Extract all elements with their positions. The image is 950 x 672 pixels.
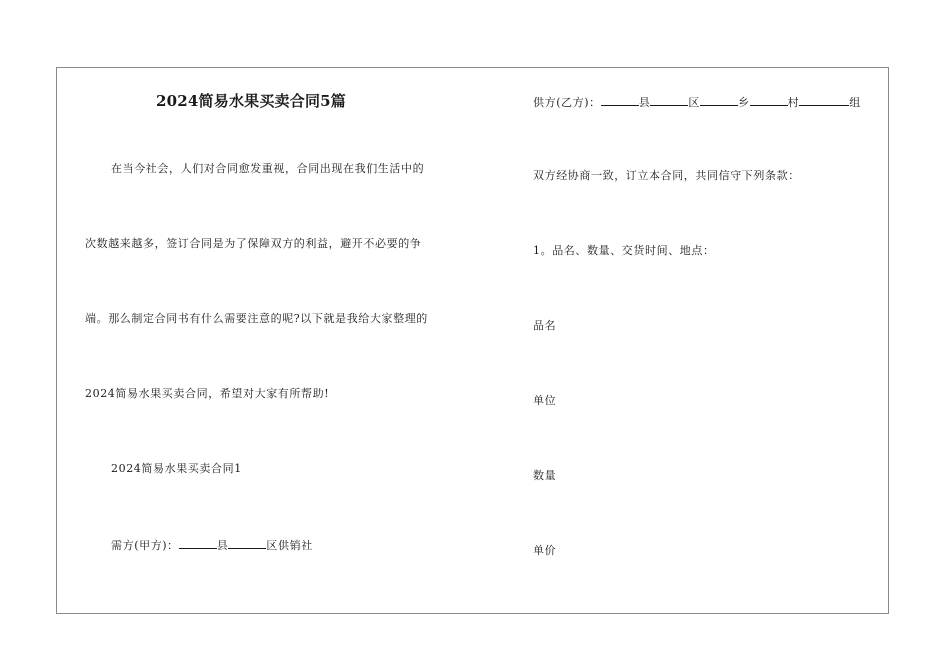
supplier-township-blank [700,94,738,106]
supplier-district-label: 区 [688,96,701,109]
field-quantity: 数量 [533,469,557,482]
intro-line-1: 在当今社会，人们对合同愈发重视，合同出现在我们生活中的 [111,162,425,175]
intro-line-3: 端。那么制定合同书有什么需要注意的呢?以下就是我给大家整理的 [85,312,428,325]
buyer-district-blank [228,537,266,549]
field-product-name: 品名 [533,319,557,332]
field-unit: 单位 [533,394,557,407]
buyer-label: 需方(甲方)： [111,539,179,552]
supplier-group-blank [799,94,849,106]
supplier-county-blank [601,94,639,106]
supplier-label: 供方(乙方)： [533,96,601,109]
supplier-party-line [533,94,861,110]
buyer-party-line [111,537,313,553]
document-page-frame [56,67,889,614]
document-title: 2024简易水果买卖合同5篇 [156,92,346,110]
field-unit-price: 单价 [533,544,557,557]
buyer-county-blank [179,537,217,549]
supplier-village-label: 村 [787,96,800,109]
supplier-village-blank [750,94,788,106]
supplier-district-blank [650,94,688,106]
buyer-district-label: 区供销社 [266,539,313,552]
intro-line-2: 次数越来越多，签订合同是为了保障双方的利益，避开不必要的争 [85,237,422,250]
clause-1: 1。品名、数量、交货时间、地点： [533,244,715,257]
supplier-township-label: 乡 [738,96,750,109]
supplier-group-label: 组 [849,96,861,109]
buyer-county-label: 县 [216,539,229,552]
agreement-line: 双方经协商一致，订立本合同，共同信守下列条款： [533,169,800,182]
intro-line-4: 2024简易水果买卖合同，希望对大家有所帮助! [85,387,330,400]
supplier-county-label: 县 [638,96,651,109]
contract-heading: 2024简易水果买卖合同1 [111,462,242,475]
